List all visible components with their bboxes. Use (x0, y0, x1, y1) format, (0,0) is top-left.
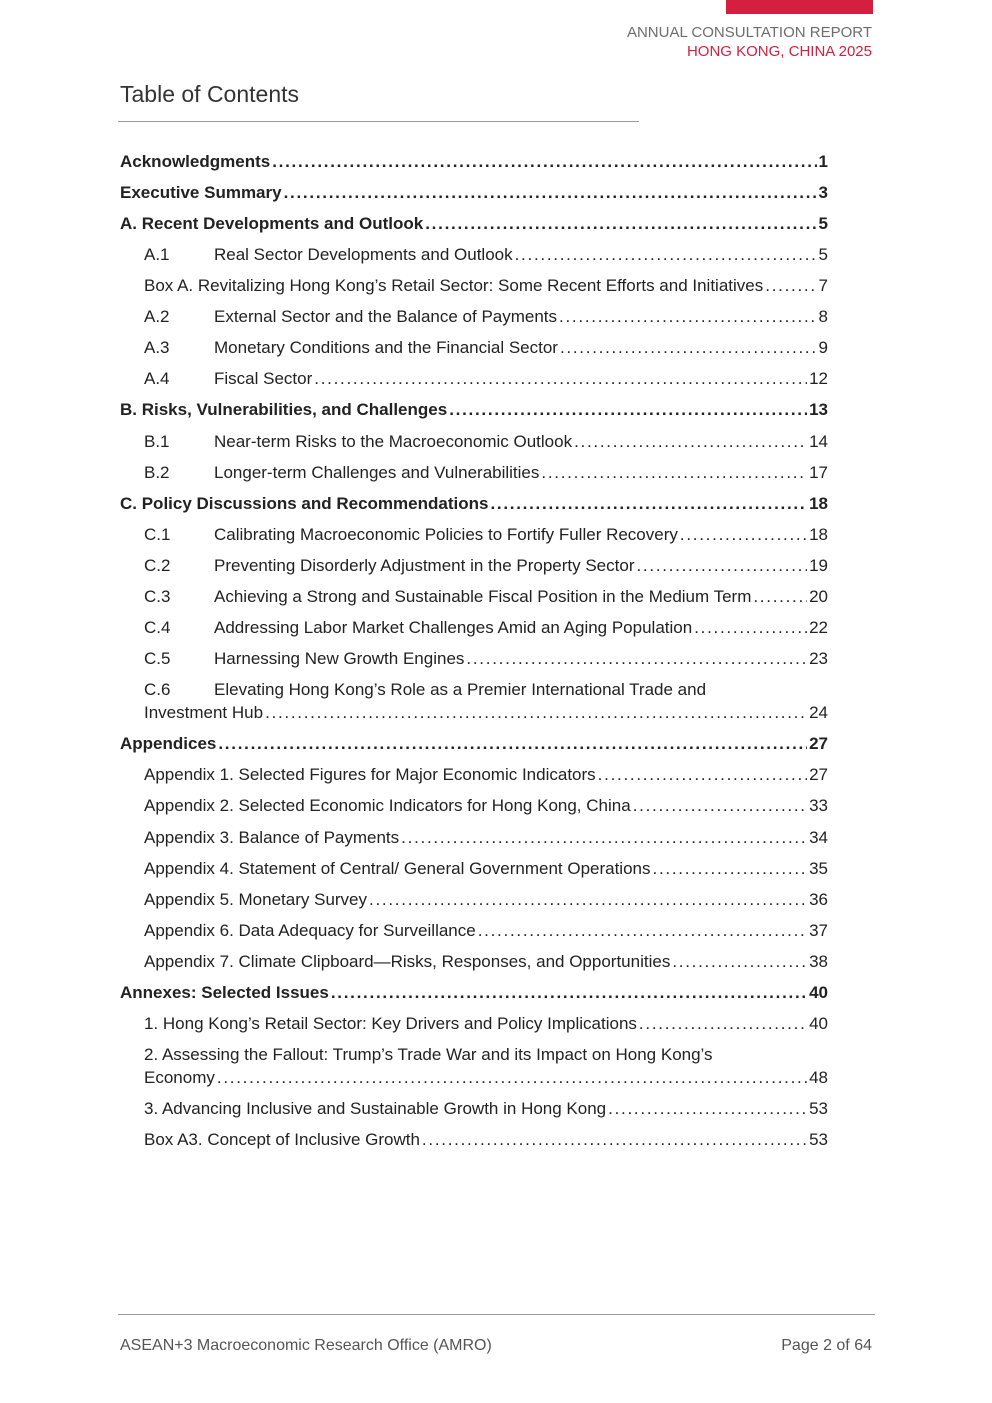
toc-page-number: 53 (809, 1130, 828, 1149)
toc-entry-title: Preventing Disorderly Adjustment in the Property Sector (214, 556, 635, 575)
toc-entry-title: Appendix 1. Selected Figures for Major Economic Indicators (144, 765, 596, 784)
toc-entry-title: Appendix 6. Data Adequacy for Surveillance (144, 921, 476, 940)
footer-organization: ASEAN+3 Macroeconomic Research Office (AMRO) (120, 1337, 492, 1354)
dot-leader (331, 981, 807, 1004)
toc-page-number: 8 (818, 307, 828, 326)
dot-leader (653, 857, 808, 880)
dot-leader (515, 243, 817, 266)
page-title: Table of Contents (120, 81, 300, 107)
toc-page-number: 5 (818, 214, 828, 233)
toc-entry-title: Appendix 2. Selected Economic Indicators for Hong Kong, China (144, 796, 631, 815)
toc-page-number: 34 (809, 828, 828, 847)
toc-page-number: 3 (818, 183, 828, 202)
dot-leader (401, 826, 807, 849)
toc-entry-title: A. Recent Developments and Outlook (120, 214, 424, 233)
toc-entry-executive-summary[interactable] (120, 181, 828, 204)
dot-leader (265, 701, 807, 724)
toc-page-number: 23 (809, 649, 828, 668)
header-accent-bar (726, 0, 873, 14)
toc-entry-annexes[interactable] (120, 981, 828, 1004)
toc-entry-title: Addressing Labor Market Challenges Amid an Aging Population (214, 618, 693, 637)
toc-entry-title: Appendix 4. Statement of Central/ General Government Operations (144, 859, 651, 878)
toc-entry-appendix-4[interactable] (144, 857, 828, 880)
toc-entry-title: Executive Summary (120, 183, 282, 202)
toc-entry-c1[interactable] (144, 523, 828, 546)
toc-entry-title: Box A3. Concept of Inclusive Growth (144, 1130, 420, 1149)
toc-entry-b2[interactable] (144, 461, 828, 484)
toc-page-number: 7 (818, 276, 828, 295)
toc-page-number: 18 (809, 525, 828, 544)
toc-entry-title: Appendices (120, 734, 217, 753)
toc-page-number: 37 (809, 921, 828, 940)
dot-leader (217, 1066, 807, 1089)
toc-entry-a2[interactable] (144, 305, 828, 328)
dot-leader (598, 763, 807, 786)
toc-entry-title: B. Risks, Vulnerabilities, and Challenges (120, 400, 448, 419)
dot-leader (449, 398, 807, 421)
report-country-year: HONG KONG, CHINA 2025 (686, 43, 872, 60)
toc-section-number: A.4 (144, 369, 170, 388)
toc-entry-title: Fiscal Sector (214, 369, 313, 388)
dot-leader (541, 461, 807, 484)
dot-leader (425, 212, 816, 235)
toc-entry-title: 1. Hong Kong’s Retail Sector: Key Drivers and Policy Implications (144, 1014, 637, 1033)
toc-page-number: 33 (809, 796, 828, 815)
dot-leader (559, 305, 817, 328)
toc-section-number: C.1 (144, 525, 171, 544)
toc-page-number: 22 (809, 618, 828, 637)
toc-entry-title: 3. Advancing Inclusive and Sustainable Growth in Hong Kong (144, 1099, 607, 1118)
toc-entry-appendix-5[interactable] (144, 888, 828, 911)
toc-entry-title: Appendix 5. Monetary Survey (144, 890, 368, 909)
toc-page-number: 38 (809, 952, 828, 971)
toc-entry-annex-3[interactable] (144, 1097, 828, 1120)
toc-entry-title: Real Sector Developments and Outlook (214, 245, 513, 264)
dot-leader (314, 367, 807, 390)
toc-page-number: 36 (809, 890, 828, 909)
toc-entry-annex-1[interactable] (144, 1012, 828, 1035)
toc-entry-c2[interactable] (144, 554, 828, 577)
toc-entry-annex-2[interactable] (144, 1043, 828, 1089)
toc-page-number: 18 (809, 494, 828, 513)
toc-entry-a3[interactable] (144, 336, 828, 359)
toc-entry-title: Box A. Revitalizing Hong Kong’s Retail Sector: Some Recent Efforts and Initiatives (144, 276, 764, 295)
toc-entry-c3[interactable] (144, 585, 828, 608)
report-name: ANNUAL CONSULTATION REPORT (626, 24, 872, 41)
toc-entry-acknowledgments[interactable] (120, 150, 828, 173)
toc-page-number: 27 (809, 765, 828, 784)
toc-entry-title: Calibrating Macroeconomic Policies to Fortify Fuller Recovery (214, 525, 678, 544)
toc-entry-appendices[interactable] (120, 732, 828, 755)
toc-page-number: 27 (809, 734, 828, 753)
toc-entry-a1[interactable] (144, 243, 828, 266)
toc-entry-appendix-7[interactable] (144, 950, 828, 973)
toc-section-number: A.3 (144, 338, 170, 357)
toc-section-number: A.1 (144, 245, 170, 264)
dot-leader (369, 888, 807, 911)
toc-entry-c4[interactable] (144, 616, 828, 639)
dot-leader (574, 430, 807, 453)
dot-leader (694, 616, 807, 639)
toc-entry-title: Annexes: Selected Issues (120, 983, 329, 1002)
toc-page-number: 12 (809, 369, 828, 388)
toc-entry-title: Appendix 3. Balance of Payments (144, 828, 400, 847)
dot-leader (272, 150, 816, 173)
dot-leader (478, 919, 807, 942)
dot-leader (753, 585, 807, 608)
dot-leader (218, 732, 807, 755)
toc-page-number: 24 (809, 703, 828, 722)
toc-entry-title: 2. Assessing the Fallout: Trump’s Trade War and its Impact on Hong Kong’s (144, 1045, 713, 1064)
dot-leader (284, 181, 817, 204)
dot-leader (608, 1097, 807, 1120)
dot-leader (765, 274, 816, 297)
toc-entry-title: Harnessing New Growth Engines (214, 649, 465, 668)
toc-entry-section-a[interactable] (120, 212, 828, 235)
footer-page-number: Page 2 of 64 (781, 1337, 872, 1354)
title-divider (118, 121, 639, 122)
toc-page-number: 9 (818, 338, 828, 357)
toc-page-number: 13 (809, 400, 828, 419)
dot-leader (490, 492, 807, 515)
toc-entry-a4[interactable] (144, 367, 828, 390)
toc-section-number: C.2 (144, 556, 171, 575)
dot-leader (680, 523, 807, 546)
toc-entry-title: C. Policy Discussions and Recommendations (120, 494, 489, 513)
toc-section-number: C.3 (144, 587, 171, 606)
toc-entry-appendix-6[interactable] (144, 919, 828, 942)
toc-section-number: C.4 (144, 618, 171, 637)
toc-entry-c6[interactable] (144, 678, 828, 724)
toc-entry-box-a[interactable] (144, 274, 828, 297)
toc-page-number: 48 (809, 1068, 828, 1087)
toc-entry-appendix-1[interactable] (144, 763, 828, 786)
toc-page-number: 14 (809, 432, 828, 451)
footer-divider (118, 1314, 875, 1315)
toc-section-number: B.1 (144, 432, 170, 451)
dot-leader (633, 794, 807, 817)
toc-entry-title: External Sector and the Balance of Payments (214, 307, 558, 326)
toc-entry-c5[interactable] (144, 647, 828, 670)
toc-entry-appendix-2[interactable] (144, 794, 828, 817)
toc-page-number: 53 (809, 1099, 828, 1118)
toc-entry-title: Acknowledgments (120, 152, 271, 171)
toc-section-number: A.2 (144, 307, 170, 326)
toc-page-number: 40 (809, 983, 828, 1002)
toc-entry-title-continued: Investment Hub (144, 703, 264, 722)
toc-page-number: 35 (809, 859, 828, 878)
toc-entry-title: Monetary Conditions and the Financial Sector (214, 338, 558, 357)
toc-entry-box-a3[interactable] (144, 1128, 828, 1151)
dot-leader (636, 554, 807, 577)
dot-leader (672, 950, 807, 973)
toc-entry-title: Longer-term Challenges and Vulnerabilities (214, 463, 540, 482)
dot-leader (560, 336, 817, 359)
toc-entry-title: Achieving a Strong and Sustainable Fiscal Position in the Medium Term (214, 587, 752, 606)
toc-entry-title: Appendix 7. Climate Clipboard—Risks, Responses, and Opportunities (144, 952, 671, 971)
dot-leader (639, 1012, 807, 1035)
toc-page-number: 5 (818, 245, 828, 264)
toc-entry-title-continued: Economy (144, 1068, 215, 1087)
toc-page-number: 20 (809, 587, 828, 606)
toc-page-number: 1 (818, 152, 828, 171)
toc-section-number: C.6 (144, 680, 171, 699)
toc-section-number: C.5 (144, 649, 171, 668)
toc-entry-title: Near-term Risks to the Macroeconomic Outlook (214, 432, 573, 451)
toc-entry-section-c[interactable] (120, 492, 828, 515)
toc-entry-appendix-3[interactable] (144, 826, 828, 849)
toc-section-number: B.2 (144, 463, 170, 482)
toc-page-number: 17 (809, 463, 828, 482)
toc-entry-title: Elevating Hong Kong’s Role as a Premier International Trade and (214, 680, 707, 699)
toc-entry-section-b[interactable] (120, 398, 828, 421)
dot-leader (422, 1128, 807, 1151)
dot-leader (466, 647, 807, 670)
toc-page-number: 19 (809, 556, 828, 575)
toc-entry-b1[interactable] (144, 430, 828, 453)
toc-page-number: 40 (809, 1014, 828, 1033)
